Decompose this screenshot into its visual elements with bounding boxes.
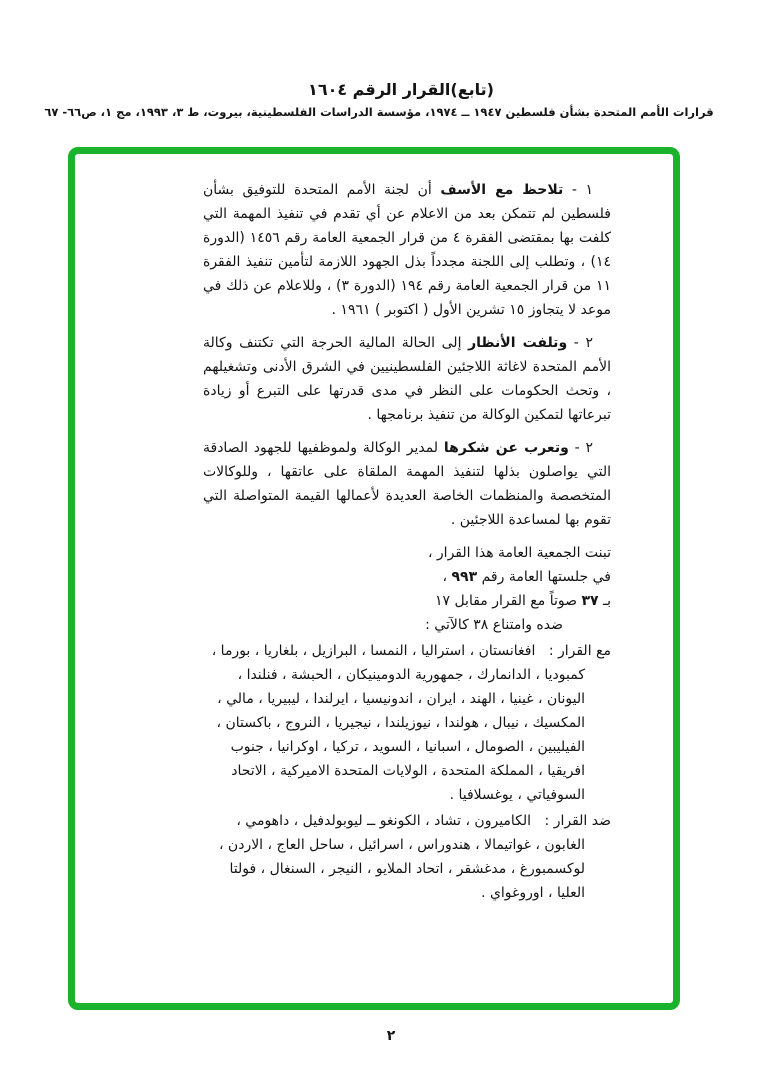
adoption-line-3 [203,589,611,613]
votes-against-countries: الكاميرون ، تشاد ، الكونغو ــ ليوبولدفيل ، داهومي ، الغابون ، غواتيمالا ، هندوراس ، اسرائيل ، ساحل العاج ، الاردن ، لوكسمبورغ ، مدغشقر ، اتحاد الملايو ، النيجر ، السنغال ، فولتا العليا ، اوروغواي . [218,813,585,901]
adoption-note [203,541,611,637]
paragraph-number: ١ - [571,182,593,198]
paragraph-lead: تلاحظ مع الأسف [440,182,564,198]
votes-for-label: مع القرار : [548,643,611,659]
page-title: (تابع)القرار الرقم ١٦٠٤ [308,80,494,99]
votes-against-label: ضد القرار : [544,813,611,829]
citation-line: قرارات الأمم المتحدة بشأن فلسطين ١٩٤٧ ــ ١٩٧٤، مؤسسة الدراسات الفلسطينية، بيروت، ط ٣، ١٩٩٣، مج ١، ص٦٦- ٦٧ [44,105,714,119]
paragraph-number: ٢ - [574,440,594,456]
votes-for-count: ٣٧ [581,593,599,609]
green-highlight-frame [68,147,680,1010]
adoption-line-3-tail: صوتاً مع القرار مقابل ١٧ [434,593,577,609]
votes-for-countries: افغانستان ، استراليا ، النمسا ، البرازيل ، بلغاريا ، بورما ، كمبوديا ، الدانمارك ، جمهورية الدومينيكان ، الحبشة ، فنلندا ، اليونان ، غينيا ، الهند ، ايران ، اندونيسيا ، ايرلندا ، ليبيريا ، مالي ، المكسيك ، نيبال ، هولندا ، نيوزيلندا ، نيجيريا ، النروج ، باكستان ، الفيليبين ، الصومال ، اسبانيا ، السويد ، تركيا ، اوكرانيا ، جنوب افريقيا ، المملكة المتحدة ، الولايات المتحدة الاميركية ، الاتحاد السوفياتي ، يوغسلافيا . [211,643,585,803]
resolution-paragraph-3 [203,436,611,532]
adoption-line-3-text: بـ [603,593,611,609]
paragraph-lead: وتلفت الأنظار [468,335,568,351]
votes-for-list [203,639,611,807]
resolution-text [203,178,611,905]
paragraph-body: إلى الحالة المالية الحرجة التي تكتنف وكالة الأمم المتحدة لاغاثة اللاجئين الفلسطينيين في الشرق الأدنى وتشغيلهم ، وتحث الحكومات على النظر في مدى قدرتها على التبرع أو زيادة تبرعاتها لتمكين الوكالة من تنفيذ برنامجها . [203,335,611,423]
adoption-line-2-tail: ، [442,569,448,585]
adoption-line-2 [203,565,611,589]
adoption-line-1: تبنت الجمعية العامة هذا القرار ، [427,545,611,561]
session-number: ٩٩٣ [451,569,478,585]
votes-against-list [203,809,611,905]
paragraph-body: لمدير الوكالة ولموظفيها للجهود الصادقة التي يواصلون بذلها لتنفيذ المهمة الملقاة على عاتقها ، وللوكالات المتخصصة والمنظمات الخاصة العديدة لأعمالها القيمة المتواصلة التي تقوم بها لمساعدة اللاجئين . [203,440,611,528]
paragraph-number: ٢ - [573,335,593,351]
page-number: ٢ [386,1028,396,1044]
paragraph-body: أن لجنة الأمم المتحدة للتوفيق بشأن فلسطين لم تتمكن بعد من الاعلام عن أي تقدم في تنفيذ المهمة التي كلفت بها بمقتضى الفقرة ٤ من قرار الجمعية العامة رقم ١٤٥٦ (الدورة ١٤) ، وتطلب إلى اللجنة مجدداً بذل الجهود اللازمة لتأمين تنفيذ الفقرة ١١ من قرار الجمعية العامة رقم ١٩٤ (الدورة ٣) ، وللاعلام عن ذلك في موعد لا يتجاوز ١٥ تشرين الأول ( اكتوبر ) ١٩٦١ . [203,182,611,318]
paragraph-lead: وتعرب عن شكرها [443,440,569,456]
resolution-paragraph-1 [203,178,611,322]
resolution-paragraph-2 [203,331,611,427]
adoption-line-2-text: في جلستها العامة رقم [481,569,611,585]
adoption-line-4: ضده وامتناع ٣٨ كالآتي : [425,617,563,633]
